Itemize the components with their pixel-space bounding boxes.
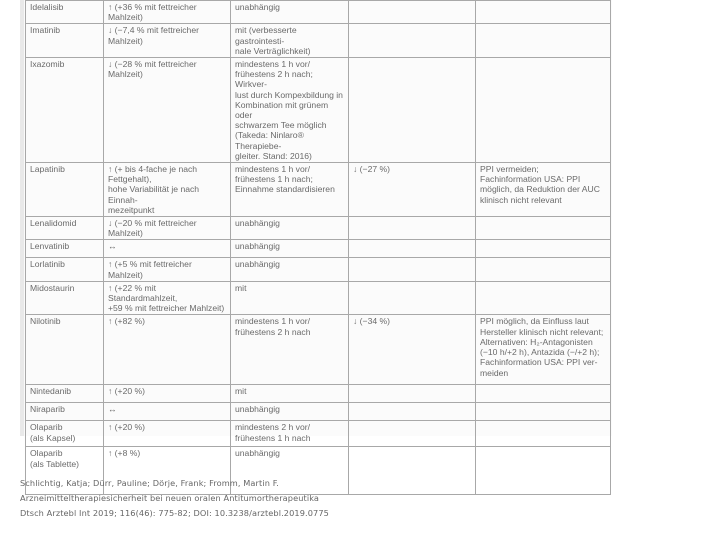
drug-name-cell: Lapatinib xyxy=(26,163,104,217)
drug-name-cell: Olaparib (als Kapsel) xyxy=(26,421,104,447)
drug-name-cell: Nintedanib xyxy=(26,385,104,403)
intake-cell: mit xyxy=(231,385,349,403)
drug-name-cell: Olaparib (als Tablette) xyxy=(26,447,104,495)
table-row xyxy=(26,24,611,58)
note-cell xyxy=(476,240,611,258)
table-row xyxy=(26,240,611,258)
food-effect-cell: ↔ xyxy=(104,403,231,421)
table-scan-image xyxy=(20,0,612,469)
ppi-effect-cell xyxy=(349,281,476,315)
table-row xyxy=(26,385,611,403)
ppi-effect-cell xyxy=(349,58,476,163)
table-row xyxy=(26,258,611,281)
intake-cell: mit xyxy=(231,281,349,315)
food-effect-cell: ↑ (+36 % mit fettreicher Mahlzeit) xyxy=(104,1,231,24)
note-cell: PPI vermeiden; Fachinformation USA: PPI möglich, da Reduktion der AUC klinisch nicht relevant xyxy=(476,163,611,217)
ppi-effect-cell xyxy=(349,403,476,421)
table-row xyxy=(26,315,611,385)
intake-cell: unabhängig xyxy=(231,258,349,281)
intake-cell: mindestens 1 h vor/ frühestens 2 h nach; Wirkver- lust durch Kompexbildung in Kombination mit grünem oder schwarzem Tee möglich (Takeda: Ninlaro® Therapiebe- gleiter. Stand: 2016) xyxy=(231,58,349,163)
food-effect-cell: ↓ (−28 % mit fettreicher Mahlzeit) xyxy=(104,58,231,163)
ppi-effect-cell: ↓ (−34 %) xyxy=(349,315,476,385)
drug-name-cell: Imatinib xyxy=(26,24,104,58)
food-effect-cell: ↔ xyxy=(104,240,231,258)
intake-cell: unabhängig xyxy=(231,240,349,258)
note-cell xyxy=(476,24,611,58)
citation xyxy=(20,476,620,521)
table-row xyxy=(26,163,611,217)
drug-name-cell: Lenvatinib xyxy=(26,240,104,258)
food-effect-cell: ↑ (+20 %) xyxy=(104,385,231,403)
drug-name-cell: Idelalisib xyxy=(26,1,104,24)
table-row xyxy=(26,58,611,163)
ppi-effect-cell xyxy=(349,385,476,403)
intake-cell: mit (verbesserte gastrointesti- nale Verträglichkeit) xyxy=(231,24,349,58)
intake-cell: unabhängig xyxy=(231,447,349,495)
table-row xyxy=(26,403,611,421)
drug-name-cell: Nilotinib xyxy=(26,315,104,385)
citation-reference: Dtsch Arztebl Int 2019; 116(46): 775-82; DOI: 10.3238/arztebl.2019.0775 xyxy=(20,508,329,518)
citation-title: Arzneimitteltherapiesicherheit bei neuen oralen Antitumortherapeutika xyxy=(20,493,320,503)
food-effect-cell: ↓ (−20 % mit fettreicher Mahlzeit) xyxy=(104,217,231,240)
drug-interaction-table xyxy=(25,0,611,495)
note-cell xyxy=(476,403,611,421)
citation-authors: Schlichtig, Katja; Dürr, Pauline; Dörje, Frank; Fromm, Martin F. xyxy=(20,478,279,488)
note-cell xyxy=(476,58,611,163)
note-cell xyxy=(476,385,611,403)
scan-edge xyxy=(20,0,24,436)
note-cell: PPI möglich, da Einfluss laut Hersteller klinisch nicht relevant; Alternativen: H₂-Antagonisten (−10 h/+2 h), Antazida (−/+2 h); Fachinformation USA: PPI ver- meiden xyxy=(476,315,611,385)
food-effect-cell: ↓ (−7,4 % mit fettreicher Mahlzeit) xyxy=(104,24,231,58)
food-effect-cell: ↑ (+ bis 4-fache je nach Fettgehalt), hohe Variabilität je nach Einnah- mezeitpunkt xyxy=(104,163,231,217)
ppi-effect-cell: ↓ (−27 %) xyxy=(349,163,476,217)
intake-cell: unabhängig xyxy=(231,403,349,421)
note-cell xyxy=(476,281,611,315)
food-effect-cell: ↑ (+22 % mit Standardmahlzeit, +59 % mit fettreicher Mahlzeit) xyxy=(104,281,231,315)
intake-cell: mindestens 2 h vor/ frühestens 1 h nach xyxy=(231,421,349,447)
table-row xyxy=(26,281,611,315)
drug-name-cell: Niraparib xyxy=(26,403,104,421)
ppi-effect-cell xyxy=(349,217,476,240)
drug-name-cell: Ixazomib xyxy=(26,58,104,163)
drug-name-cell: Lenalidomid xyxy=(26,217,104,240)
ppi-effect-cell xyxy=(349,421,476,447)
intake-cell: mindestens 1 h vor/ frühestens 1 h nach; Einnahme standardisieren xyxy=(231,163,349,217)
intake-cell: mindestens 1 h vor/ frühestens 2 h nach xyxy=(231,315,349,385)
ppi-effect-cell xyxy=(349,24,476,58)
intake-cell: unabhängig xyxy=(231,1,349,24)
ppi-effect-cell xyxy=(349,258,476,281)
note-cell xyxy=(476,217,611,240)
ppi-effect-cell xyxy=(349,1,476,24)
table-row xyxy=(26,217,611,240)
table-body xyxy=(26,1,611,495)
drug-name-cell: Lorlatinib xyxy=(26,258,104,281)
food-effect-cell: ↑ (+20 %) xyxy=(104,421,231,447)
note-cell xyxy=(476,421,611,447)
intake-cell: unabhängig xyxy=(231,217,349,240)
ppi-effect-cell xyxy=(349,240,476,258)
table-row xyxy=(26,1,611,24)
food-effect-cell: ↑ (+82 %) xyxy=(104,315,231,385)
note-cell xyxy=(476,1,611,24)
drug-name-cell: Midostaurin xyxy=(26,281,104,315)
food-effect-cell: ↑ (+5 % mit fettreicher Mahlzeit) xyxy=(104,258,231,281)
food-effect-cell: ↑ (+8 %) xyxy=(104,447,231,495)
note-cell xyxy=(476,258,611,281)
table-row xyxy=(26,421,611,447)
